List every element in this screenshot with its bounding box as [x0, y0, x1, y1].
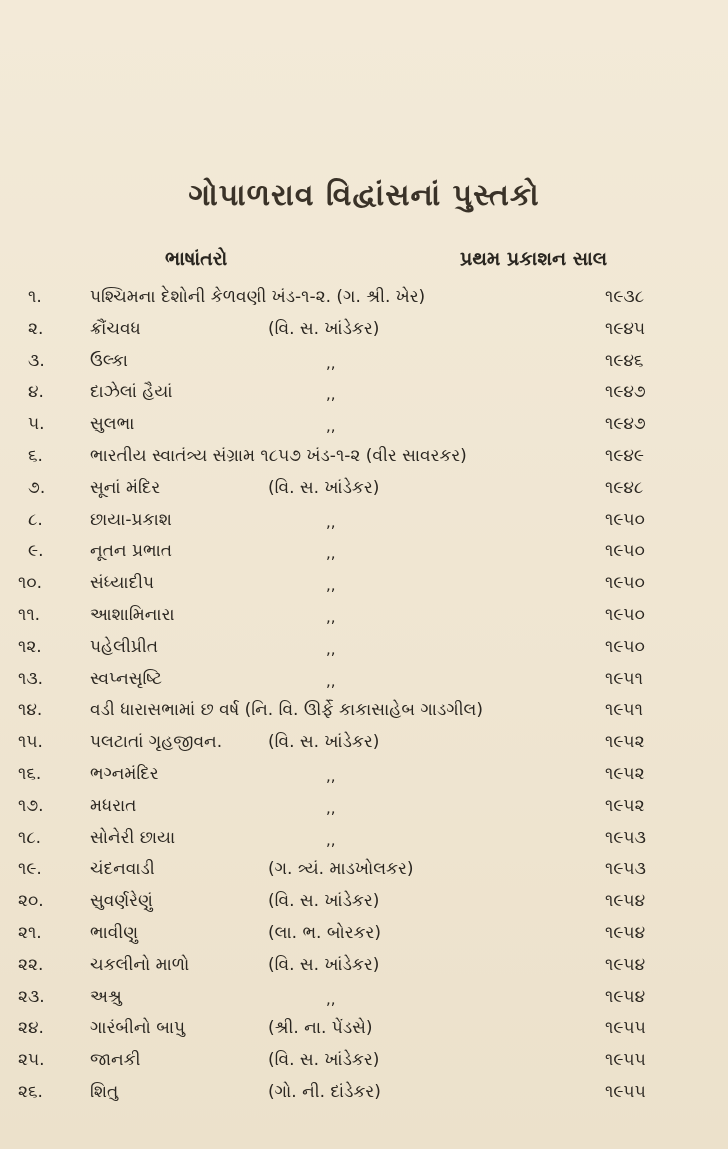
book-title: પશ્ચિમના દેશોની કેળવણી ખંડ-૧-૨. (ગ. શ્રી. ખેર) [90, 287, 426, 307]
book-author: (વિ. સ. ખાંડેકર) [268, 891, 380, 912]
book-title: સુવર્ણરેણું [90, 891, 153, 912]
publication-year: ૧૯૫૧ [605, 700, 643, 721]
list-item [0, 791, 728, 823]
book-title: અશ્રુ [90, 986, 122, 1007]
book-title: મધરાત [90, 795, 137, 816]
publication-year: ૧૯૫૨ [605, 732, 645, 753]
list-item [0, 982, 728, 1014]
book-title: ભગ્નમંદિર [90, 763, 159, 784]
ditto-mark: ,, [326, 607, 336, 626]
list-item [0, 536, 728, 568]
ditto-mark: ,, [326, 417, 336, 436]
ditto-mark: ,, [326, 639, 336, 658]
publication-year: ૧૯૫૦ [605, 636, 645, 657]
book-title: આશામિનારા [90, 604, 175, 625]
item-number: ૧૭. [18, 795, 44, 816]
list-item [0, 632, 728, 664]
publication-year: ૧૯૫૨ [605, 763, 645, 784]
ditto-mark: ,, [326, 353, 336, 372]
publication-year: ૧૯૪૭ [605, 382, 646, 403]
list-item [0, 1045, 728, 1077]
publication-year: ૧૯૪૬ [605, 350, 644, 371]
book-title: ભાવીણુ [90, 922, 139, 943]
ditto-mark: ,, [326, 544, 336, 563]
publication-year: ૧૯૪૭ [605, 414, 646, 435]
publication-year: ૧૯૫૦ [605, 541, 645, 562]
book-author: (વિ. સ. ખાંડેકર) [268, 1050, 380, 1071]
book-author: (વિ. સ. ખાંડેકર) [268, 732, 380, 753]
list-item [0, 505, 728, 537]
publication-year: ૧૯૫૪ [605, 891, 646, 912]
publication-year: ૧૯૫૪ [605, 986, 646, 1007]
book-author: (ગ. ત્ર્યં. માડખોલકર) [268, 859, 414, 880]
page-title: ગોપાળરાવ વિદ્વાંસનાં પુસ્તકો [188, 178, 540, 213]
book-title: સૂનાં મંદિર [90, 477, 161, 498]
item-number: ૨૬. [18, 1081, 43, 1102]
item-number: ૭. [28, 477, 46, 498]
item-number: ૨૨. [18, 954, 44, 975]
item-number: ૮. [28, 509, 43, 530]
book-title: ચકલીનો માળો [90, 954, 190, 975]
list-item [0, 441, 728, 473]
item-number: ૨૦. [18, 891, 44, 912]
item-number: ૧૪. [18, 700, 43, 721]
list-item [0, 409, 728, 441]
item-number: ૨૫. [18, 1050, 45, 1071]
book-title: સોનેરી છાયા [90, 827, 176, 848]
publication-year: ૧૯૪૫ [605, 318, 646, 339]
publication-year: ૧૯૫૦ [605, 509, 645, 530]
publication-year: ૧૯૪૮ [605, 477, 644, 498]
item-number: ૫. [28, 414, 45, 435]
list-item [0, 600, 728, 632]
book-title: ગારંબીનો બાપુ [90, 1018, 186, 1039]
item-number: ૧૧. [18, 604, 41, 625]
book-title: પલટાતાં ગૃહજીવન. [90, 732, 223, 753]
list-item [0, 886, 728, 918]
publication-year: ૧૯૩૮ [605, 287, 645, 307]
book-list [0, 282, 728, 1109]
book-title: સંધ્યાદીપ [90, 573, 154, 594]
list-item [0, 823, 728, 855]
list-item [0, 1077, 728, 1109]
list-item [0, 282, 728, 314]
list-item [0, 346, 728, 378]
publication-year: ૧૯૫૫ [605, 1018, 646, 1039]
book-title: ચંદનવાડી [90, 859, 155, 880]
item-number: ૧. [28, 287, 42, 307]
book-title: ક્રૌંચવધ [90, 318, 141, 339]
publication-year: ૧૯૫૫ [605, 1081, 646, 1102]
list-item [0, 950, 728, 982]
list-item [0, 759, 728, 791]
ditto-mark: ,, [326, 766, 336, 785]
item-number: ૨૪. [18, 1018, 44, 1039]
book-title: ભારતીય સ્વાતંત્ર્ય સંગ્રામ ૧૮૫૭ ખંડ-૧-૨ (વીર સાવરકર) [90, 445, 467, 466]
ditto-mark: ,, [326, 830, 336, 849]
publication-year: ૧૯૪૯ [605, 445, 644, 466]
column-header-first-publication-year: પ્રથમ પ્રકાશન સાલ [460, 248, 608, 270]
book-title: ઉલ્કા [90, 350, 128, 371]
item-number: ૧૦. [18, 573, 42, 594]
book-title: દાઝેલાં હૈયાં [90, 382, 173, 403]
ditto-mark: ,, [326, 385, 336, 404]
book-author: (લા. ભ. બોરકર) [268, 922, 381, 943]
publication-year: ૧૯૫૨ [605, 795, 645, 816]
book-title: શિતુ [90, 1081, 119, 1102]
list-item [0, 568, 728, 600]
item-number: ૧૯. [18, 859, 42, 880]
item-number: ૩. [28, 350, 45, 371]
item-number: ૧૬. [18, 763, 42, 784]
book-title: પહેલીપ્રીત [90, 636, 158, 657]
item-number: ૧૮. [18, 827, 42, 848]
publication-year: ૧૯૫૩ [605, 827, 646, 848]
ditto-mark: ,, [326, 671, 336, 690]
list-item [0, 1013, 728, 1045]
column-header-translations: ભાષાંતરો [165, 248, 228, 270]
book-title: સુલભા [90, 414, 135, 435]
ditto-mark: ,, [326, 798, 336, 817]
book-title: સ્વપ્નસૃષ્ટિ [90, 668, 163, 689]
book-author: (ગો. ની. દાંડેકર) [268, 1081, 381, 1102]
item-number: ૧૩. [18, 668, 44, 689]
item-number: ૧૫. [18, 732, 43, 753]
publication-year: ૧૯૫૪ [605, 954, 646, 975]
item-number: ૨. [28, 318, 44, 339]
publication-year: ૧૯૫૫ [605, 1050, 646, 1071]
publication-year: ૧૯૫૩ [605, 859, 646, 880]
item-number: ૯. [28, 541, 44, 562]
list-item [0, 727, 728, 759]
publication-year: ૧૯૫૦ [605, 604, 645, 625]
publication-year: ૧૯૫૪ [605, 922, 646, 943]
ditto-mark: ,, [326, 989, 336, 1008]
ditto-mark: ,, [326, 576, 336, 595]
list-item [0, 377, 728, 409]
item-number: ૨૩. [18, 986, 45, 1007]
list-item [0, 854, 728, 886]
publication-year: ૧૯૫૧ [605, 668, 643, 689]
list-item [0, 473, 728, 505]
ditto-mark: ,, [326, 512, 336, 531]
book-title: વડી ધારાસભામાં છ વર્ષ (નિ. વિ. ઊર્ફે કાકાસાહેબ ગાડગીલ) [90, 700, 484, 721]
item-number: ૨૧. [18, 922, 42, 943]
list-item [0, 695, 728, 727]
item-number: ૧૨. [18, 636, 42, 657]
item-number: ૬. [28, 445, 43, 466]
item-number: ૪. [28, 382, 44, 403]
book-title: નૂતન પ્રભાત [90, 541, 173, 562]
book-author: (શ્રી. ના. પેંડસે) [268, 1018, 373, 1039]
list-item [0, 664, 728, 696]
book-author: (વિ. સ. ખાંડેકર) [268, 318, 380, 339]
list-item [0, 314, 728, 346]
book-author: (વિ. સ. ખાંડેકર) [268, 477, 380, 498]
publication-year: ૧૯૫૦ [605, 573, 645, 594]
book-title: જાનકી [90, 1050, 141, 1071]
list-item [0, 918, 728, 950]
book-title: છાયા-પ્રકાશ [90, 509, 172, 530]
book-author: (વિ. સ. ખાંડેકર) [268, 954, 380, 975]
